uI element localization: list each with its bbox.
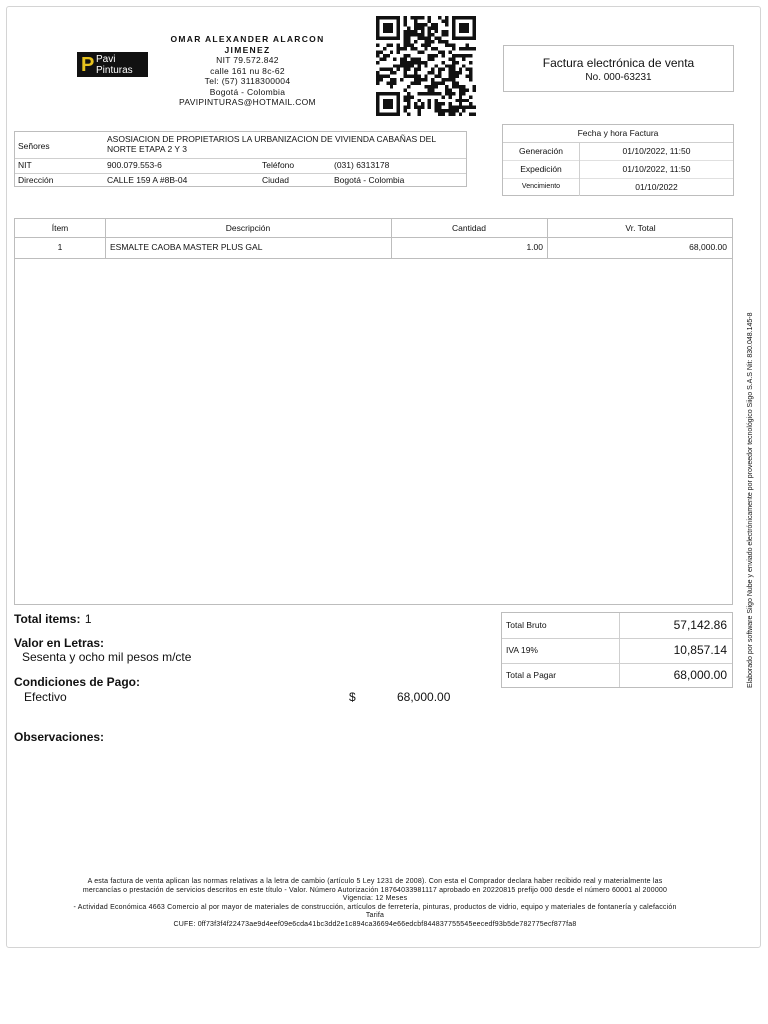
- words-label: Valor en Letras:: [14, 636, 105, 650]
- client-info-box: [14, 131, 467, 187]
- document-title: Factura electrónica de venta: [542, 56, 695, 70]
- client-address: CALLE 159 A #8B-04: [107, 175, 188, 185]
- totals-label: Total a Pagar: [506, 670, 557, 680]
- client-city: Bogotá - Colombia: [334, 175, 405, 185]
- client-phone: (031) 6313178: [334, 160, 390, 170]
- payment-amount: 68,000.00: [397, 690, 451, 704]
- client-name: ASOSIACION DE PROPIETARIOS LA URBANIZACION DE VIVIENDA CABAÑAS DEL NORTE ETAPA 2 Y 3: [107, 134, 436, 154]
- date-row-generation: [503, 142, 733, 161]
- date-row-expedition: [503, 160, 733, 179]
- vertical-software-note: [746, 268, 756, 688]
- totals-value: 68,000.00: [673, 668, 727, 682]
- dates-header: Fecha y hora Factura: [503, 125, 733, 143]
- issuer-block: [150, 34, 345, 108]
- date-label: Generación: [519, 146, 563, 156]
- issuer-phone: Tel: (57) 3118300004: [204, 76, 291, 86]
- client-nit: 900.079.553-6: [107, 160, 162, 170]
- date-label: Expedición: [520, 164, 562, 174]
- date-row-due: [503, 178, 733, 196]
- client-address-label: Dirección: [18, 175, 54, 185]
- table-header: [15, 219, 732, 238]
- column-header-total: Vr. Total: [625, 223, 656, 233]
- client-nit-label: NIT: [18, 160, 32, 170]
- client-city-label: Ciudad: [262, 175, 289, 185]
- invoice-dates-box: [502, 124, 734, 196]
- items-table: [14, 218, 733, 605]
- logo-p-icon: P: [81, 53, 95, 76]
- column-header-description: Descripción: [225, 223, 271, 233]
- legal-line: - Actividad Económica 4663 Comercio al por mayor de materiales de construcción, artículos de ferretería, pinturas, productos de vidrio, equipo y materiales de fontanería y calefacción: [73, 903, 677, 911]
- client-name-row: [15, 132, 466, 159]
- totals-row-gross: [502, 613, 732, 639]
- vertical-note-text: Elaborado por software Siigo Nube y enviado electrónicamente por proveedor tecnológico Siigo S.A.S Nit: 830.048.145-8: [747, 312, 754, 688]
- cell-item: 1: [57, 242, 63, 252]
- legal-line: Tarifa: [365, 912, 385, 919]
- totals-label: Total Bruto: [506, 620, 547, 630]
- totals-value: 10,857.14: [673, 643, 727, 657]
- payment-label: Condiciones de Pago:: [14, 675, 141, 689]
- client-phone-label: Teléfono: [262, 160, 295, 170]
- document-header-box: [503, 45, 734, 92]
- table-row: [15, 237, 732, 259]
- cell-quantity: 1.00: [526, 242, 543, 252]
- total-items-value: 1: [84, 612, 92, 626]
- qr-code-icon: [374, 16, 478, 116]
- totals-label: IVA 19%: [506, 645, 538, 655]
- client-name-label: Señores: [18, 141, 50, 151]
- total-items-label: Total items:: [14, 612, 81, 626]
- legal-line: A esta factura de venta aplican las normas relativas a la letra de cambio (artículo 5 Ley 1231 de 2008). Con esta el Comprador declara haber recibido real y materialmente las: [87, 878, 663, 885]
- words-value: Sesenta y ocho mil pesos m/cte: [22, 650, 192, 664]
- legal-line: Vigencia: 12 Meses: [342, 895, 408, 902]
- observations-label: Observaciones:: [14, 730, 105, 744]
- date-value: 01/10/2022: [579, 178, 733, 196]
- qr-code: [374, 16, 478, 116]
- legal-footer: [30, 878, 720, 929]
- total-items: [14, 610, 92, 628]
- totals-box: [501, 612, 733, 688]
- payment-currency: $: [349, 690, 356, 704]
- column-header-quantity: Cantidad: [451, 223, 487, 233]
- issuer-city: Bogotá - Colombia: [209, 86, 286, 97]
- date-value: 01/10/2022, 11:50: [579, 142, 733, 160]
- issuer-email: PAVIPINTURAS@HOTMAIL.COM: [179, 97, 316, 107]
- company-logo: [77, 52, 148, 77]
- issuer-name: OMAR ALEXANDER ALARCON JIMENEZ: [170, 34, 325, 55]
- totals-row-total: [502, 663, 732, 688]
- totals-row-iva: [502, 638, 732, 664]
- column-header-item: Ítem: [51, 223, 69, 233]
- payment-method: Efectivo: [24, 690, 67, 704]
- document-number: No. 000-63231: [585, 72, 652, 83]
- logo-text: Pavi Pinturas: [96, 53, 133, 76]
- cell-description: ESMALTE CAOBA MASTER PLUS GAL: [110, 242, 263, 252]
- legal-cufe: CUFE: 0ff73f3f4f22473ae9d4eef09e6cda41bc3dd2e1c894ca36694e66edcbf844837755545eecedf93b5de782775ecf877fa8: [173, 920, 577, 928]
- issuer-nit: NIT 79.572.842: [216, 55, 279, 65]
- cell-total: 68,000.00: [689, 242, 727, 252]
- date-value: 01/10/2022, 11:50: [579, 160, 733, 178]
- legal-line: mercancías o prestación de servicios descritos en este título - Valor. Número Autorización 18764033981117 aprobado en 20220815 prefijo 000 desde el número 60001 al 200000: [82, 886, 668, 894]
- client-nit-row: [15, 158, 466, 174]
- totals-value: 57,142.86: [673, 618, 727, 632]
- issuer-address: calle 161 nu 8c-62: [210, 65, 285, 76]
- client-address-row: [15, 173, 466, 187]
- date-label: Vencimiento: [521, 183, 561, 190]
